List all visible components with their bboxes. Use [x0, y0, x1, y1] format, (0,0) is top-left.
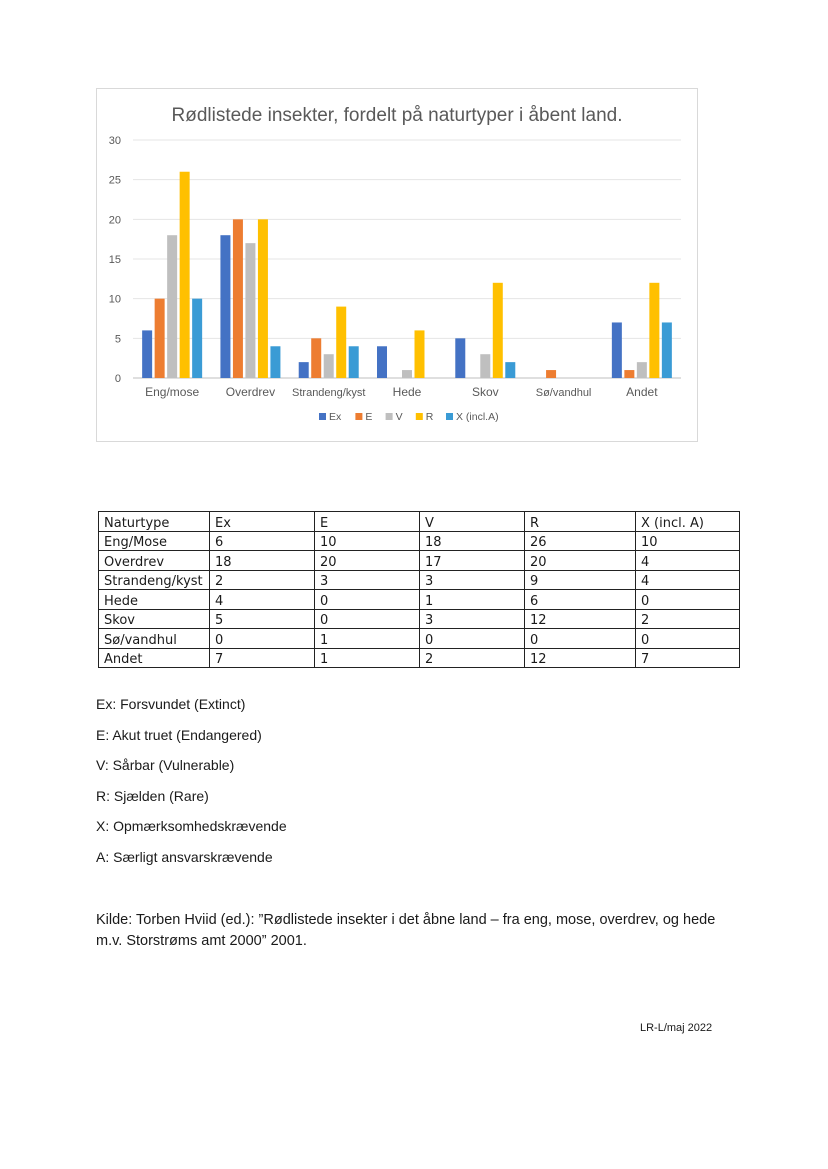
header-v: V [420, 512, 525, 532]
table-cell-value: 20 [525, 551, 636, 571]
table-cell-value: 3 [420, 609, 525, 629]
bar-v-6 [637, 362, 647, 378]
table-cell-value: 6 [210, 531, 315, 551]
x-tick-label: Hede [392, 385, 422, 399]
bar-x-6 [662, 322, 672, 378]
table-cell-value: 20 [315, 551, 420, 571]
note-e: E: Akut truet (Endangered) [96, 726, 262, 743]
bar-ex-4 [455, 338, 465, 378]
table-cell-value: 4 [636, 570, 740, 590]
chart-container [96, 88, 698, 442]
y-tick-label: 10 [108, 293, 121, 306]
bar-x-0 [192, 299, 202, 378]
header-ex: Ex [210, 512, 315, 532]
bar-e-1 [233, 219, 243, 378]
bar-r-1 [258, 219, 268, 378]
note-a: A: Særligt ansvarskrævende [96, 848, 273, 865]
bar-e-5 [546, 370, 556, 378]
legend-label: R [425, 411, 434, 423]
bar-e-6 [624, 370, 634, 378]
table-row [99, 609, 740, 629]
table-cell-value: 3 [420, 570, 525, 590]
table-row [99, 531, 740, 551]
bar-v-4 [480, 354, 490, 378]
x-tick-label: Overdrev [225, 385, 276, 399]
bar-ex-3 [377, 346, 387, 378]
table-cell-value: 9 [525, 570, 636, 590]
table-cell-value: 18 [210, 551, 315, 571]
bar-r-4 [493, 283, 503, 378]
header-r: R [525, 512, 636, 532]
legend-label: V [395, 411, 403, 423]
table-cell-value: 5 [210, 609, 315, 629]
bar-r-0 [180, 172, 190, 378]
bar-ex-0 [142, 330, 152, 378]
table-cell-value: 18 [420, 531, 525, 551]
legend-swatch [446, 413, 453, 420]
legend-label: E [365, 411, 373, 423]
table-cell-value: 4 [210, 590, 315, 610]
table-row [99, 648, 740, 668]
y-tick-label: 20 [108, 214, 121, 227]
table-cell-value: 2 [210, 570, 315, 590]
table-cell-value: 1 [315, 629, 420, 649]
table-cell-value: 0 [210, 629, 315, 649]
table-cell-value: 0 [315, 609, 420, 629]
legend-swatch [416, 413, 423, 420]
table-row [99, 551, 740, 571]
y-tick-label: 15 [108, 254, 121, 266]
table-cell-naturtype: Strandeng/kyst [99, 570, 210, 590]
table-cell-value: 6 [525, 590, 636, 610]
table-cell-value: 1 [315, 648, 420, 668]
bar-ex-2 [299, 362, 309, 378]
y-tick-label: 25 [108, 174, 121, 187]
abbreviation-notes [96, 697, 287, 880]
table-cell-naturtype: Overdrev [99, 551, 210, 571]
bar-r-2 [336, 307, 346, 378]
table-cell-value: 0 [420, 629, 525, 649]
bar-v-1 [245, 243, 255, 378]
table-cell-value: 7 [636, 648, 740, 668]
legend-swatch [386, 413, 393, 420]
table-cell-value: 10 [636, 531, 740, 551]
table-cell-value: 3 [315, 570, 420, 590]
bar-ex-6 [612, 322, 622, 378]
header-e: E [315, 512, 420, 532]
table-cell-value: 0 [525, 629, 636, 649]
bar-x-2 [349, 346, 359, 378]
table-cell-value: 12 [525, 609, 636, 629]
y-tick-label: 5 [114, 333, 121, 346]
bar-r-3 [415, 330, 425, 378]
bar-v-0 [167, 235, 177, 378]
x-tick-label: Sø/vandhul [535, 387, 592, 399]
note-x: X: Opmærksomhedskrævende [96, 818, 287, 834]
table-cell-value: 7 [210, 648, 315, 668]
bar-x-1 [270, 346, 280, 378]
bar-v-2 [324, 354, 334, 378]
bar-e-2 [311, 338, 321, 378]
table-cell-value: 2 [420, 648, 525, 668]
table-cell-naturtype: Sø/vandhul [99, 629, 210, 649]
header-naturtype: Naturtype [99, 512, 210, 532]
table-cell-value: 0 [315, 590, 420, 610]
legend-swatch [355, 413, 362, 420]
bar-v-3 [402, 370, 412, 378]
bar-chart [97, 89, 697, 441]
table-row [99, 590, 740, 610]
bar-r-6 [649, 283, 659, 378]
table-cell-naturtype: Andet [99, 648, 210, 668]
y-tick-label: 30 [108, 135, 121, 147]
footer-tag: LR-L/maj 2022 [640, 1022, 713, 1034]
table-cell-value: 4 [636, 551, 740, 571]
legend-label: Ex [329, 411, 342, 423]
table-cell-value: 26 [525, 531, 636, 551]
table-row [99, 629, 740, 649]
legend-label: X (incl.A) [456, 411, 499, 423]
x-tick-label: Andet [626, 385, 658, 399]
table-cell-naturtype: Skov [99, 609, 210, 629]
x-tick-label: Skov [471, 385, 499, 399]
chart-title: Rødlistede insekter, fordelt på naturtyper i åbent land. [171, 105, 623, 126]
bar-e-0 [155, 299, 165, 378]
note-r: R: Sjælden (Rare) [96, 787, 209, 804]
legend-swatch [319, 413, 326, 420]
data-table [98, 511, 740, 668]
table-cell-value: 17 [420, 551, 525, 571]
y-tick-label: 0 [114, 373, 121, 385]
note-ex: Ex: Forsvundet (Extinct) [96, 696, 246, 712]
source-citation: Kilde: Torben Hviid (ed.): ”Rødlistede insekter i det åbne land – fra eng, mose, overdrev, og hede m.v. Storstrøms amt 2000” 2001. [96, 912, 716, 949]
table-cell-value: 10 [315, 531, 420, 551]
table-header-row [99, 512, 740, 532]
table-cell-value: 12 [525, 648, 636, 668]
bar-ex-1 [220, 235, 230, 378]
table-cell-naturtype: Eng/Mose [99, 531, 210, 551]
table-cell-value: 0 [636, 629, 740, 649]
x-tick-label: Strandeng/kyst [292, 387, 366, 399]
table-cell-value: 2 [636, 609, 740, 629]
table-row [99, 570, 740, 590]
table-cell-naturtype: Hede [99, 590, 210, 610]
table-cell-value: 0 [636, 590, 740, 610]
bar-x-4 [505, 362, 515, 378]
note-v: V: Sårbar (Vulnerable) [96, 757, 235, 773]
header-x: X (incl. A) [636, 512, 740, 532]
table-cell-value: 1 [420, 590, 525, 610]
x-tick-label: Eng/mose [145, 385, 200, 399]
